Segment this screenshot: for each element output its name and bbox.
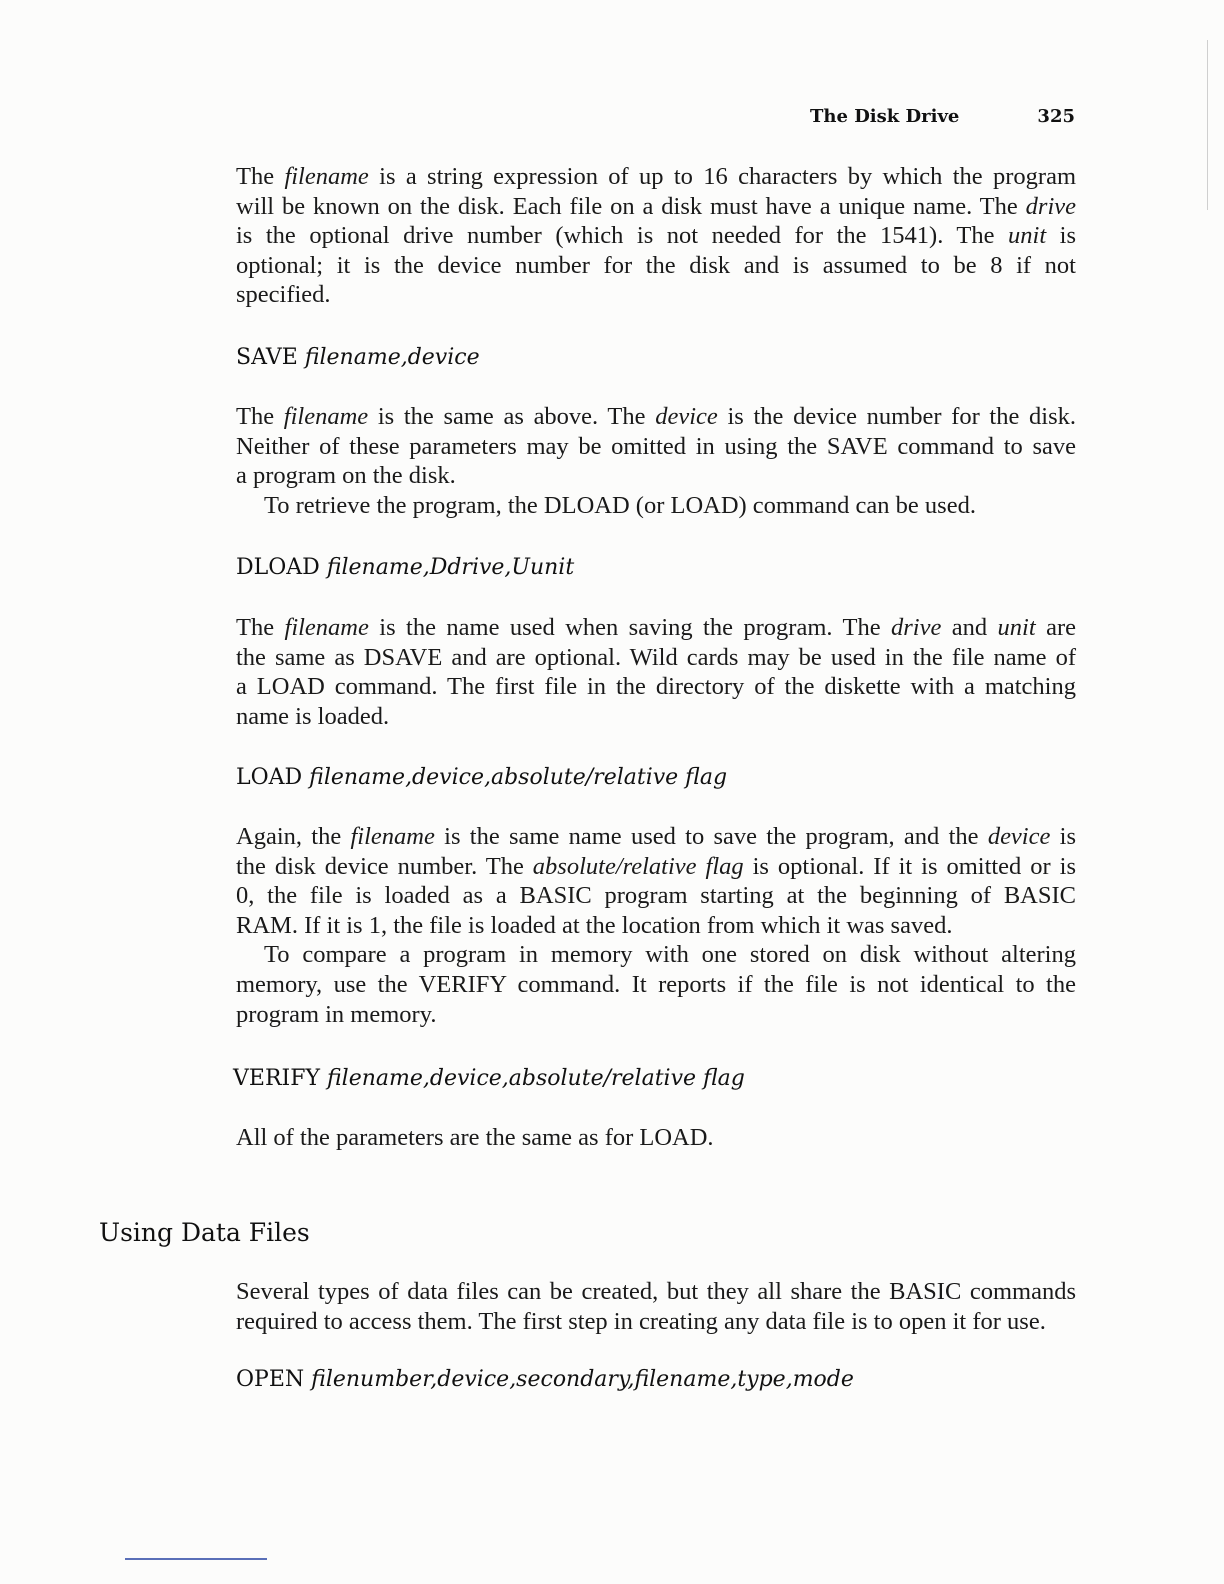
text-line: memory, use the VERIFY command. It reports if the file is not identical to the — [236, 970, 1076, 998]
command-args: filenumber,device,secondary,filename,type,mode — [311, 1367, 854, 1392]
running-head-title: The Disk Drive — [810, 106, 960, 127]
command-verify-syntax — [233, 1066, 745, 1091]
text-line: The filename is the name used when saving the program. The drive and unit are — [236, 614, 1076, 641]
text-line: The filename is the same as above. The device is the device number for the disk. — [236, 403, 1077, 430]
command-keyword: VERIFY — [233, 1066, 320, 1091]
text-line: Neither of these parameters may be omitted in using the SAVE command to save — [236, 432, 1076, 460]
text-line: the disk device number. The absolute/relative flag is optional. If it is omitted or is — [236, 852, 1076, 880]
text-line: To compare a program in memory with one stored on disk without altering — [264, 941, 1076, 969]
paragraph-dload-description — [236, 613, 1076, 731]
command-open-syntax — [236, 1367, 854, 1392]
command-args: filename,device — [304, 345, 480, 370]
text-line: RAM. If it is 1, the file is loaded at the location from which it was saved. — [236, 911, 953, 939]
text-line: The filename is a string expression of up to 16 characters by which the program — [236, 163, 1077, 190]
text-line: optional; it is the device number for the disk and is assumed to be 8 if not — [236, 251, 1076, 279]
command-args: filename,device,absolute/relative flag — [309, 765, 728, 790]
command-args: filename,Ddrive,Uunit — [326, 555, 575, 580]
text-line: name is loaded. — [236, 702, 390, 730]
text-line: All of the parameters are the same as for LOAD. — [236, 1124, 714, 1151]
command-keyword: SAVE — [236, 345, 298, 370]
text-line: is the optional drive number (which is not needed for the 1541). The unit is — [236, 222, 1077, 250]
command-dload-syntax — [236, 555, 574, 580]
paragraph-verify-description — [236, 1123, 1076, 1153]
page-number: 325 — [1037, 106, 1075, 127]
command-keyword: LOAD — [236, 765, 303, 790]
text-line: required to access them. The first step in creating any data file is to open it for use. — [236, 1307, 1046, 1335]
command-args: filename,device,absolute/relative flag — [327, 1066, 745, 1091]
text-line: a program on the disk. — [236, 462, 456, 490]
command-keyword: OPEN — [236, 1367, 305, 1392]
text-line: the same as DSAVE and are optional. Wild cards may be used in the file name of — [236, 643, 1076, 671]
footer-rule — [125, 1558, 267, 1560]
page-edge-mark — [1207, 40, 1208, 210]
paragraph-load-description — [236, 822, 1076, 1029]
paragraph-data-files-intro — [236, 1277, 1076, 1336]
paragraph-filename-description — [236, 162, 1076, 310]
command-load-syntax — [236, 765, 727, 790]
paragraph-save-description — [236, 402, 1076, 520]
text-line: Several types of data files can be created, but they all share the BASIC commands — [236, 1278, 1076, 1305]
command-save-syntax — [236, 345, 480, 370]
text-line: will be known on the disk. Each file on a disk must have a unique name. The drive — [236, 192, 1076, 220]
section-heading: Using Data Files — [99, 1218, 310, 1247]
text-line: a LOAD command. The first file in the directory of the diskette with a matching — [236, 673, 1076, 701]
text-line: Again, the filename is the same name used to save the program, and the device is — [236, 823, 1076, 850]
text-line: 0, the file is loaded as a BASIC program starting at the beginning of BASIC — [236, 882, 1076, 910]
text-line: program in memory. — [236, 1000, 437, 1028]
command-keyword: DLOAD — [236, 555, 320, 580]
text-line: To retrieve the program, the DLOAD (or LOAD) command can be used. — [264, 491, 976, 519]
text-line: specified. — [236, 281, 331, 309]
